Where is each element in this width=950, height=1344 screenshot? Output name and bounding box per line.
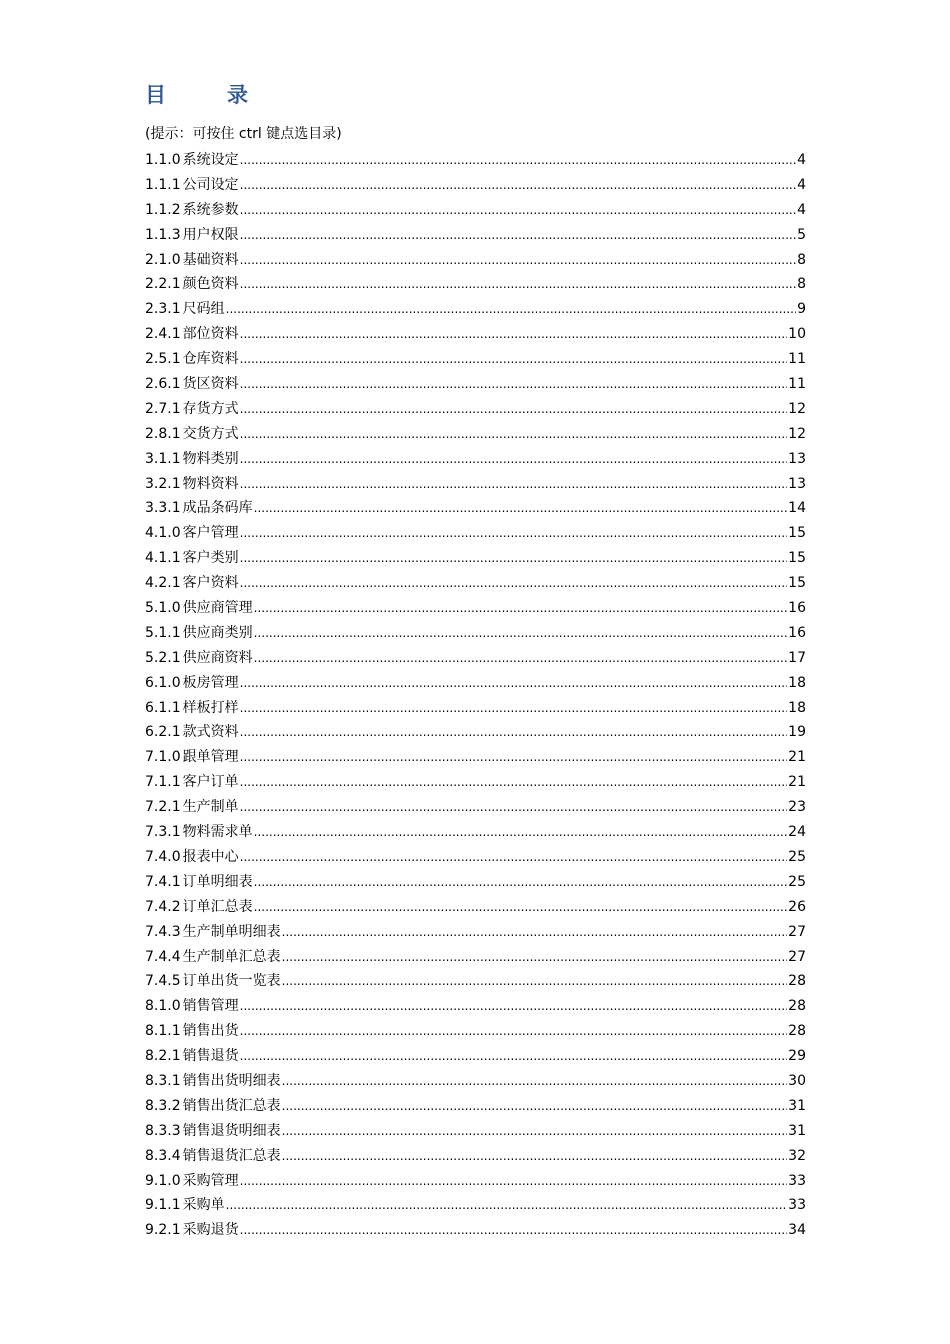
toc-entry[interactable] (145, 696, 806, 721)
toc-entry-title: 生产制单汇总表 (182, 948, 281, 965)
toc-entry-page-number: 31 (788, 1122, 806, 1139)
toc-entry-number: 2.2.1 (145, 276, 181, 293)
toc-dot-leader (240, 347, 788, 372)
toc-entry-title: 物料资料 (182, 475, 239, 492)
toc-entry-number: 5.2.1 (145, 649, 181, 666)
toc-entry[interactable] (145, 945, 806, 970)
toc-dot-leader (282, 1094, 788, 1119)
toc-entry[interactable] (145, 546, 806, 571)
toc-dot-leader (240, 223, 796, 248)
toc-entry-title: 物料类别 (182, 450, 239, 467)
toc-entry[interactable] (145, 770, 806, 795)
toc-entry-page-number: 12 (788, 425, 806, 442)
toc-entry-title: 生产制单明细表 (182, 923, 281, 940)
toc-entry-number: 7.1.0 (145, 749, 181, 766)
toc-entry-title: 销售退货 (182, 1048, 239, 1065)
toc-dot-leader (240, 845, 788, 870)
toc-dot-leader (240, 422, 788, 447)
toc-entry-title: 基础资料 (182, 251, 239, 268)
toc-entry-page-number: 4 (797, 176, 806, 193)
toc-dot-leader (240, 198, 796, 223)
toc-entry-title: 部位资料 (182, 326, 239, 343)
toc-entry-page-number: 34 (788, 1222, 806, 1239)
toc-entry-number: 1.1.3 (145, 226, 181, 243)
toc-entry-title: 交货方式 (182, 425, 239, 442)
toc-entry-number: 2.7.1 (145, 400, 181, 417)
toc-entry-title: 供应商资料 (182, 649, 253, 666)
toc-entry-title: 订单出货一览表 (182, 973, 281, 990)
toc-entry[interactable] (145, 223, 806, 248)
toc-entry-number: 8.1.1 (145, 1023, 181, 1040)
toc-entry[interactable] (145, 372, 806, 397)
toc-entry-number: 6.2.1 (145, 724, 181, 741)
toc-entry-title: 生产制单 (182, 799, 239, 816)
toc-entry[interactable] (145, 820, 806, 845)
toc-dot-leader (282, 969, 788, 994)
toc-entry[interactable] (145, 496, 806, 521)
toc-entry[interactable] (145, 198, 806, 223)
toc-entry-number: 9.1.1 (145, 1197, 181, 1214)
toc-dot-leader (240, 272, 796, 297)
toc-entry-number: 7.4.3 (145, 923, 181, 940)
toc-dot-leader (282, 1144, 788, 1169)
toc-entry-page-number: 18 (788, 699, 806, 716)
toc-entry-number: 8.1.0 (145, 998, 181, 1015)
toc-entry-number: 2.5.1 (145, 351, 181, 368)
toc-entry-page-number: 15 (788, 575, 806, 592)
toc-dot-leader (240, 546, 788, 571)
toc-dot-leader (240, 521, 788, 546)
toc-dot-leader (254, 596, 788, 621)
toc-dot-leader (240, 795, 788, 820)
toc-entry-number: 9.1.0 (145, 1172, 181, 1189)
toc-entry-number: 7.1.1 (145, 774, 181, 791)
toc-entry[interactable] (145, 1144, 806, 1169)
toc-dot-leader (240, 173, 796, 198)
toc-entry-number: 7.4.0 (145, 848, 181, 865)
toc-entry[interactable] (145, 1119, 806, 1144)
toc-entry-title: 订单汇总表 (182, 898, 253, 915)
toc-entry-page-number: 21 (788, 749, 806, 766)
toc-entry-page-number: 25 (788, 873, 806, 890)
toc-entry-page-number: 9 (797, 301, 806, 318)
toc-entry[interactable] (145, 845, 806, 870)
toc-dot-leader (254, 646, 788, 671)
toc-entry-page-number: 28 (788, 973, 806, 990)
toc-entry-page-number: 11 (788, 351, 806, 368)
toc-entry-title: 报表中心 (182, 848, 239, 865)
toc-dot-leader (282, 1069, 788, 1094)
toc-entry-page-number: 15 (788, 550, 806, 567)
toc-entry-title: 销售管理 (182, 998, 239, 1015)
toc-entry[interactable] (145, 646, 806, 671)
toc-title: 目 录 (145, 83, 268, 107)
toc-dot-leader (240, 770, 788, 795)
toc-entry-number: 4.1.1 (145, 550, 181, 567)
toc-entry-number: 2.6.1 (145, 376, 181, 393)
toc-dot-leader (254, 820, 788, 845)
toc-entry-page-number: 14 (788, 500, 806, 517)
toc-entry-title: 用户权限 (182, 226, 239, 243)
toc-entry[interactable] (145, 347, 806, 372)
toc-dot-leader (240, 397, 788, 422)
toc-entry-title: 供应商类别 (182, 624, 253, 641)
toc-entry-title: 货区资料 (182, 376, 239, 393)
toc-entry-title: 销售出货汇总表 (182, 1097, 281, 1114)
toc-entry-title: 客户类别 (182, 550, 239, 567)
toc-entry-title: 成品条码库 (182, 500, 253, 517)
toc-entry-title: 供应商管理 (182, 600, 253, 617)
toc-entry-number: 4.1.0 (145, 525, 181, 542)
toc-entry[interactable] (145, 272, 806, 297)
toc-entry-title: 销售出货 (182, 1023, 239, 1040)
toc-entry-page-number: 16 (788, 624, 806, 641)
toc-entry[interactable] (145, 621, 806, 646)
toc-entry-number: 2.8.1 (145, 425, 181, 442)
toc-entry-title: 客户资料 (182, 575, 239, 592)
toc-entry-number: 8.3.1 (145, 1072, 181, 1089)
toc-entry-title: 尺码组 (182, 301, 225, 318)
toc-entry-title: 物料需求单 (182, 824, 253, 841)
toc-entry-title: 客户管理 (182, 525, 239, 542)
toc-entry-number: 7.2.1 (145, 799, 181, 816)
toc-dot-leader (240, 696, 788, 721)
toc-entry-page-number: 23 (788, 799, 806, 816)
toc-dot-leader (254, 870, 788, 895)
toc-entry-number: 1.1.2 (145, 201, 181, 218)
toc-entry-number: 1.1.1 (145, 176, 181, 193)
toc-list (145, 148, 806, 1243)
toc-entry-number: 3.3.1 (145, 500, 181, 517)
toc-entry-page-number: 31 (788, 1097, 806, 1114)
toc-entry[interactable] (145, 720, 806, 745)
toc-entry-number: 4.2.1 (145, 575, 181, 592)
toc-dot-leader (240, 447, 788, 472)
toc-dot-leader (240, 671, 788, 696)
toc-entry-title: 存货方式 (182, 400, 239, 417)
toc-entry-number: 7.4.1 (145, 873, 181, 890)
toc-dot-leader (240, 1019, 788, 1044)
toc-entry-page-number: 5 (797, 226, 806, 243)
toc-entry-number: 8.3.4 (145, 1147, 181, 1164)
toc-entry-title: 板房管理 (182, 674, 239, 691)
toc-dot-leader (282, 920, 788, 945)
toc-hint: (提示：可按住 ctrl 键点选目录) (145, 126, 342, 142)
toc-entry-number: 2.3.1 (145, 301, 181, 318)
toc-entry-page-number: 19 (788, 724, 806, 741)
toc-dot-leader (226, 1193, 788, 1218)
toc-entry[interactable] (145, 920, 806, 945)
toc-dot-leader (226, 297, 796, 322)
toc-entry-number: 2.4.1 (145, 326, 181, 343)
toc-entry[interactable] (145, 571, 806, 596)
toc-dot-leader (240, 571, 788, 596)
toc-entry-page-number: 4 (797, 152, 806, 168)
toc-entry[interactable] (145, 1094, 806, 1119)
toc-dot-leader (240, 1044, 788, 1069)
toc-dot-leader (240, 1218, 788, 1243)
toc-entry[interactable] (145, 870, 806, 895)
toc-entry-title: 样板打样 (182, 699, 239, 716)
toc-entry-page-number: 26 (788, 898, 806, 915)
toc-entry-title: 销售退货明细表 (182, 1122, 281, 1139)
toc-dot-leader (240, 372, 788, 397)
toc-entry[interactable] (145, 969, 806, 994)
toc-entry[interactable] (145, 148, 806, 173)
toc-entry[interactable] (145, 1218, 806, 1243)
toc-entry-number: 7.4.2 (145, 898, 181, 915)
toc-entry-number: 7.4.4 (145, 948, 181, 965)
toc-entry-title: 销售出货明细表 (182, 1072, 281, 1089)
toc-entry-page-number: 28 (788, 1023, 806, 1040)
toc-dot-leader (282, 945, 788, 970)
toc-entry-page-number: 12 (788, 400, 806, 417)
toc-entry[interactable] (145, 447, 806, 472)
toc-entry-page-number: 11 (788, 376, 806, 393)
toc-entry[interactable] (145, 422, 806, 447)
toc-entry-page-number: 24 (788, 824, 806, 841)
toc-entry-page-number: 21 (788, 774, 806, 791)
toc-entry-page-number: 13 (788, 450, 806, 467)
toc-dot-leader (240, 248, 796, 273)
toc-dot-leader (240, 1169, 788, 1194)
toc-entry-title: 款式资料 (182, 724, 239, 741)
toc-dot-leader (240, 994, 788, 1019)
toc-entry[interactable] (145, 1069, 806, 1094)
toc-entry-number: 7.4.5 (145, 973, 181, 990)
toc-entry[interactable] (145, 895, 806, 920)
toc-entry-number: 5.1.1 (145, 624, 181, 641)
toc-entry-title: 系统参数 (182, 201, 239, 218)
toc-entry-page-number: 8 (797, 251, 806, 268)
toc-dot-leader (240, 148, 796, 173)
toc-dot-leader (282, 1119, 788, 1144)
toc-entry-page-number: 29 (788, 1048, 806, 1065)
toc-entry-page-number: 33 (788, 1172, 806, 1189)
toc-dot-leader (240, 720, 788, 745)
toc-entry[interactable] (145, 1169, 806, 1194)
toc-entry-number: 5.1.0 (145, 600, 181, 617)
toc-dot-leader (240, 472, 788, 497)
toc-entry-title: 跟单管理 (182, 749, 239, 766)
toc-entry-page-number: 4 (797, 201, 806, 218)
toc-dot-leader (240, 745, 788, 770)
toc-entry[interactable] (145, 322, 806, 347)
toc-entry-page-number: 27 (788, 923, 806, 940)
toc-entry-number: 6.1.0 (145, 674, 181, 691)
toc-entry[interactable] (145, 472, 806, 497)
toc-entry[interactable] (145, 745, 806, 770)
toc-entry-title: 颜色资料 (182, 276, 239, 293)
toc-entry-page-number: 27 (788, 948, 806, 965)
toc-entry-title: 销售退货汇总表 (182, 1147, 281, 1164)
toc-entry[interactable] (145, 1044, 806, 1069)
toc-entry-page-number: 8 (797, 276, 806, 293)
toc-entry-page-number: 15 (788, 525, 806, 542)
toc-entry[interactable] (145, 397, 806, 422)
toc-entry-title: 采购管理 (182, 1172, 239, 1189)
toc-entry-number: 8.3.3 (145, 1122, 181, 1139)
toc-entry-number: 8.3.2 (145, 1097, 181, 1114)
toc-entry-title: 仓库资料 (182, 351, 239, 368)
toc-entry-title: 订单明细表 (182, 873, 253, 890)
toc-dot-leader (254, 621, 788, 646)
toc-entry-number: 7.3.1 (145, 824, 181, 841)
toc-entry[interactable] (145, 596, 806, 621)
toc-entry[interactable] (145, 297, 806, 322)
toc-entry-page-number: 16 (788, 600, 806, 617)
toc-entry-page-number: 17 (788, 649, 806, 666)
toc-entry-page-number: 28 (788, 998, 806, 1015)
toc-entry[interactable] (145, 1019, 806, 1044)
toc-entry[interactable] (145, 248, 806, 273)
toc-entry-page-number: 25 (788, 848, 806, 865)
toc-entry-page-number: 33 (788, 1197, 806, 1214)
toc-entry-title: 采购退货 (182, 1222, 239, 1239)
toc-entry-page-number: 30 (788, 1072, 806, 1089)
toc-entry-number: 6.1.1 (145, 699, 181, 716)
toc-entry-page-number: 18 (788, 674, 806, 691)
toc-dot-leader (254, 895, 788, 920)
toc-entry-page-number: 13 (788, 475, 806, 492)
toc-dot-leader (240, 322, 788, 347)
toc-entry[interactable] (145, 521, 806, 546)
toc-entry-title: 系统设定 (182, 152, 239, 168)
toc-entry-page-number: 10 (788, 326, 806, 343)
toc-entry[interactable] (145, 1193, 806, 1218)
toc-dot-leader (254, 496, 788, 521)
toc-entry-page-number: 32 (788, 1147, 806, 1164)
toc-entry[interactable] (145, 173, 806, 198)
toc-entry-title: 采购单 (182, 1197, 225, 1214)
toc-entry-number: 3.2.1 (145, 475, 181, 492)
toc-entry-number: 2.1.0 (145, 251, 181, 268)
toc-entry-number: 3.1.1 (145, 450, 181, 467)
toc-entry[interactable] (145, 795, 806, 820)
toc-entry-number: 8.2.1 (145, 1048, 181, 1065)
toc-entry-title: 客户订单 (182, 774, 239, 791)
toc-entry[interactable] (145, 671, 806, 696)
toc-entry-number: 9.2.1 (145, 1222, 181, 1239)
toc-entry-title: 公司设定 (182, 176, 239, 193)
toc-entry[interactable] (145, 994, 806, 1019)
toc-entry-number: 1.1.0 (145, 152, 181, 168)
